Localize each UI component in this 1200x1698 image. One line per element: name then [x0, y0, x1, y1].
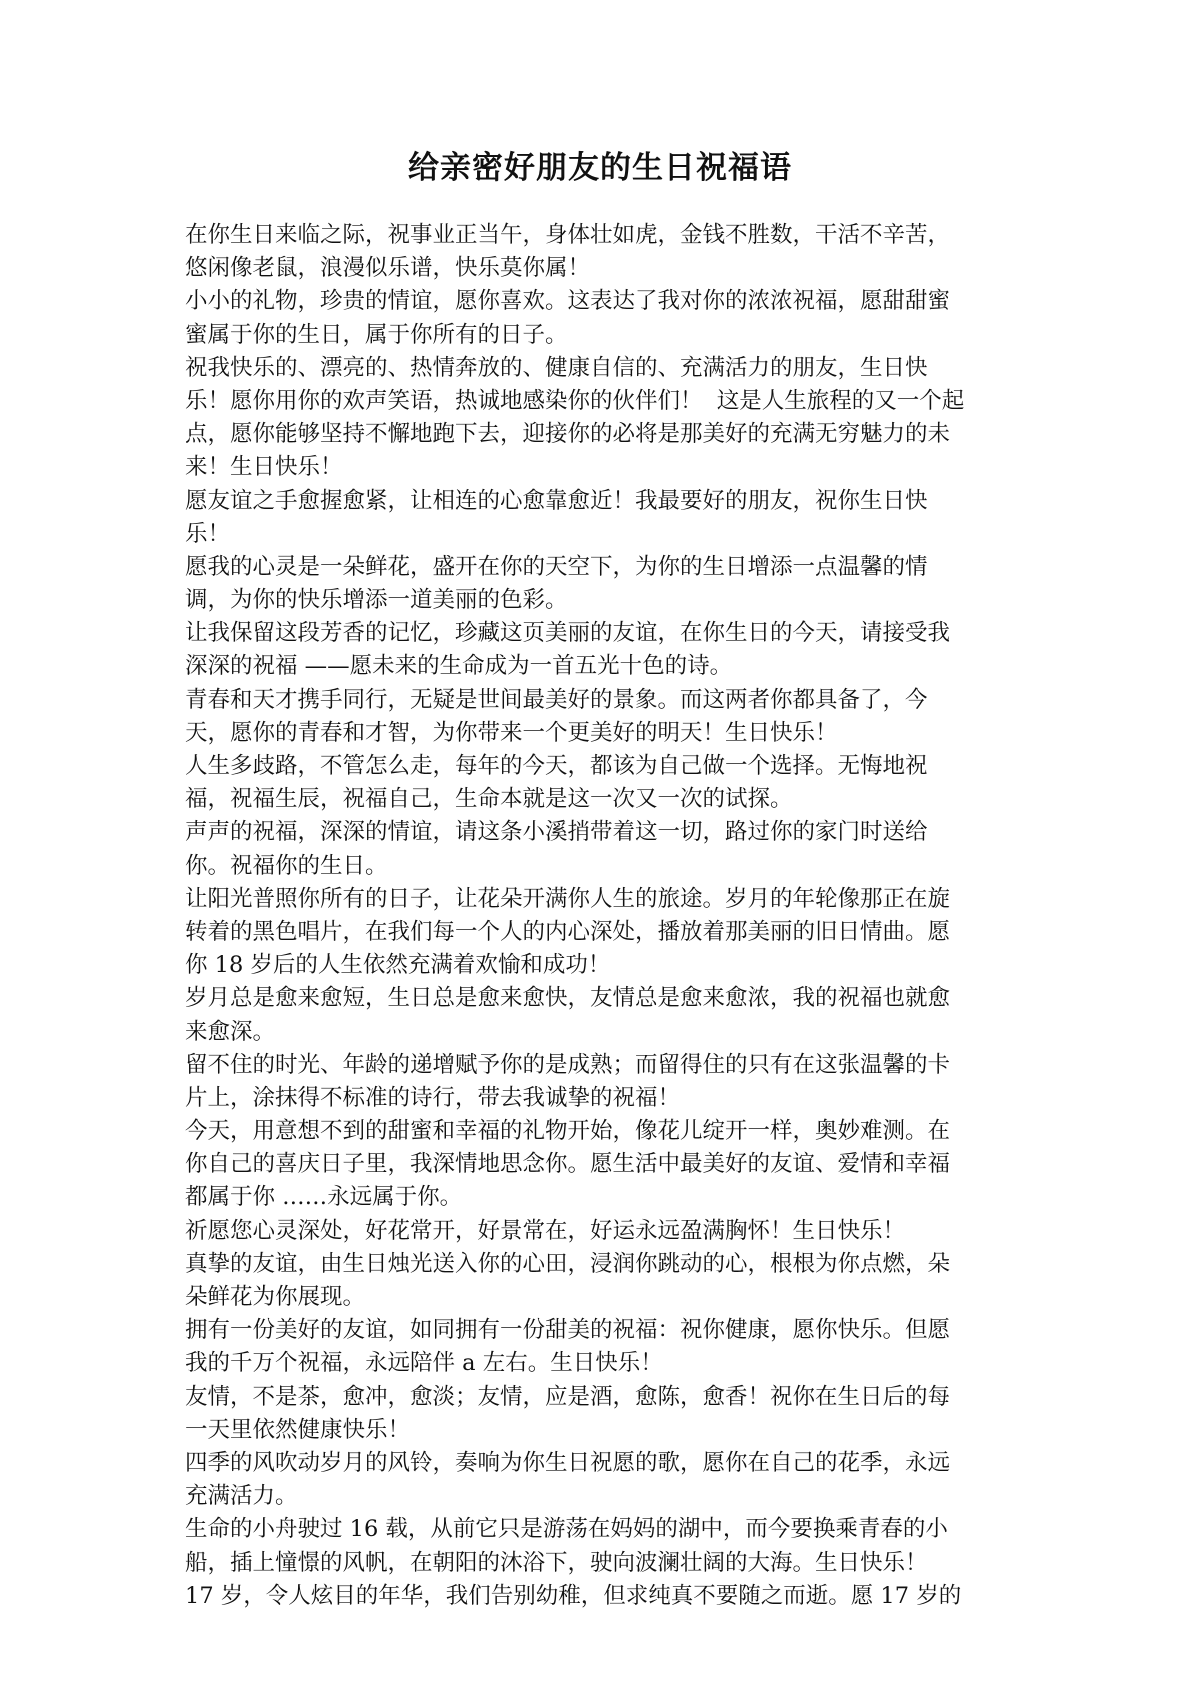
text-line: 转着的黑色唱片，在我们每一个人的内心深处，播放着那美丽的旧日情曲。愿: [185, 918, 951, 945]
text-line: 岁月总是愈来愈短，生日总是愈来愈快，友情总是愈来愈浓，我的祝福也就愈: [185, 985, 951, 1012]
text-line: 愿我的心灵是一朵鲜花，盛开在你的天空下，为你的生日增添一点温馨的情: [185, 553, 928, 580]
text-line: 生命的小舟驶过 16 载，从前它只是游荡在妈妈的湖中，而今要换乘青春的小: [185, 1516, 948, 1543]
text-line: 我的千万个祝福，永远陪伴 a 左右。生日快乐！: [185, 1350, 663, 1377]
text-line: 17 岁，令人炫目的年华，我们告别幼稚，但求纯真不要随之而逝。愿 17 岁的: [185, 1582, 962, 1609]
text-line: 小小的礼物，珍贵的情谊，愿你喜欢。这表达了我对你的浓浓祝福，愿甜甜蜜: [185, 288, 951, 315]
text-line: 你 18 岁后的人生依然充满着欢愉和成功！: [185, 952, 611, 979]
text-line: 船，插上憧憬的风帆，在朝阳的沐浴下，驶向波澜壮阔的大海。生日快乐！: [185, 1549, 928, 1576]
text-line: 悠闲像老鼠，浪漫似乐谱，快乐莫你属！: [185, 255, 591, 282]
text-line: 来！生日快乐！: [185, 454, 343, 481]
text-line: 乐！愿你用你的欢声笑语，热诚地感染你的伙伴们！ 这是人生旅程的又一个起: [185, 387, 965, 414]
text-line: 祈愿您心灵深处，好花常开，好景常在，好运永远盈满胸怀！生日快乐！: [185, 1217, 906, 1244]
document-body: [185, 219, 1025, 1613]
text-line: 福，祝福生辰，祝福自己，生命本就是这一次又一次的试探。: [185, 786, 793, 813]
text-line: 乐！: [185, 520, 231, 547]
text-line: 祝我快乐的、漂亮的、热情奔放的、健康自信的、充满活力的朋友，生日快: [185, 354, 928, 381]
text-line: 一天里依然健康快乐！: [185, 1416, 411, 1443]
text-line: 留不住的时光、年龄的递增赋予你的是成熟；而留得住的只有在这张温馨的卡: [185, 1051, 951, 1078]
text-line: 让我保留这段芳香的记忆，珍藏这页美丽的友谊，在你生日的今天，请接受我: [185, 620, 951, 647]
text-line: 青春和天才携手同行，无疑是世间最美好的景象。而这两者你都具备了，今: [185, 686, 928, 713]
text-line: 你。祝福你的生日。: [185, 852, 388, 879]
text-line: 今天，用意想不到的甜蜜和幸福的礼物开始，像花儿绽开一样，奥妙难测。在: [185, 1118, 951, 1145]
text-line: 让阳光普照你所有的日子，让花朵开满你人生的旅途。岁月的年轮像那正在旋: [185, 885, 951, 912]
text-line: 调，为你的快乐增添一道美丽的色彩。: [185, 587, 568, 614]
text-line: 深深的祝福 ——愿未来的生命成为一首五光十色的诗。: [185, 653, 733, 680]
text-line: 点，愿你能够坚持不懈地跑下去，迎接你的必将是那美好的充满无穷魅力的未: [185, 421, 951, 448]
text-line: 拥有一份美好的友谊，如同拥有一份甜美的祝福：祝你健康，愿你快乐。但愿: [185, 1317, 951, 1344]
text-line: 声声的祝福，深深的情谊，请这条小溪捎带着这一切，路过你的家门时送给: [185, 819, 928, 846]
text-line: 蜜属于你的生日，属于你所有的日子。: [185, 321, 568, 348]
text-line: 你自己的喜庆日子里，我深情地思念你。愿生活中最美好的友谊、爱情和幸福: [185, 1151, 951, 1178]
text-line: 天，愿你的青春和才智，为你带来一个更美好的明天！生日快乐！: [185, 719, 838, 746]
text-line: 四季的风吹动岁月的风铃，奏响为你生日祝愿的歌，愿你在自己的花季，永远: [185, 1449, 951, 1476]
text-line: 友情，不是茶，愈冲，愈淡；友情，应是酒，愈陈，愈香！祝你在生日后的每: [185, 1383, 951, 1410]
text-line: 片上，涂抹得不标准的诗行，带去我诚挚的祝福！: [185, 1084, 681, 1111]
document-title: 给亲密好朋友的生日祝福语: [408, 150, 792, 186]
text-line: 充满活力。: [185, 1483, 298, 1510]
text-line: 真挚的友谊，由生日烛光送入你的心田，浸润你跳动的心，根根为你点燃，朵: [185, 1250, 951, 1277]
text-line: 在你生日来临之际，祝事业正当午，身体壮如虎，金钱不胜数，干活不辛苦，: [185, 222, 951, 248]
text-line: 人生多歧路，不管怎么走，每年的今天，都该为自己做一个选择。无悔地祝: [185, 753, 928, 779]
text-line: 都属于你 ……永远属于你。: [185, 1184, 463, 1211]
text-line: 朵鲜花为你展现。: [185, 1284, 366, 1310]
text-line: 愿友谊之手愈握愈紧，让相连的心愈靠愈近！我最要好的朋友，祝你生日快: [185, 487, 928, 514]
text-line: 来愈深。: [185, 1018, 276, 1045]
